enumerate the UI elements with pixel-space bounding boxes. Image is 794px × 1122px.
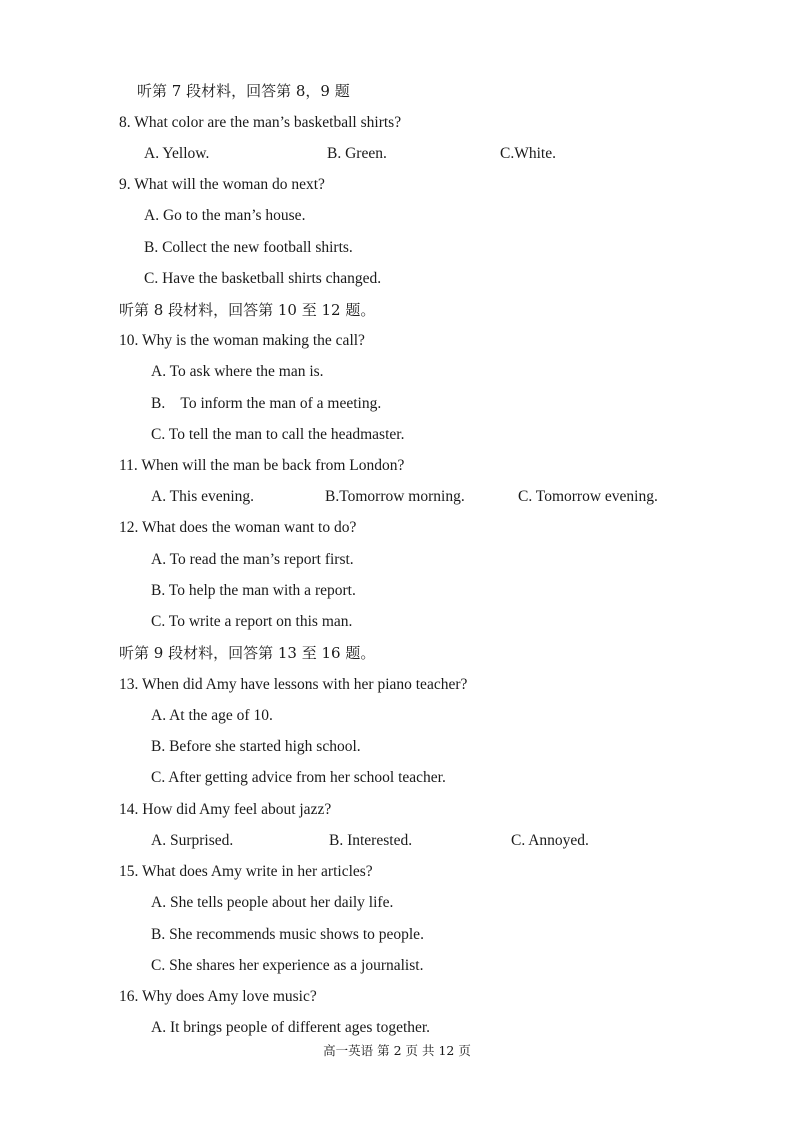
question-9-option-c: C. Have the basketball shirts changed. bbox=[144, 270, 382, 287]
question-14-option-a: A. Surprised. bbox=[151, 832, 234, 849]
question-16-stem: 16. Why does Amy love music? bbox=[119, 988, 317, 1005]
question-12-option-c: C. To write a report on this man. bbox=[151, 613, 353, 630]
question-10-option-b: B. To inform the man of a meeting. bbox=[151, 395, 382, 412]
question-13-stem: 13. When did Amy have lessons with her piano teacher? bbox=[119, 676, 468, 693]
question-15-option-b: B. She recommends music shows to people. bbox=[151, 926, 424, 943]
question-9-option-b: B. Collect the new football shirts. bbox=[144, 239, 353, 256]
section-heading-7: 听第 7 段材料，回答第 8，9 题 bbox=[137, 82, 350, 100]
question-10-stem: 10. Why is the woman making the call? bbox=[119, 332, 365, 349]
question-15-option-a: A. She tells people about her daily life. bbox=[151, 894, 394, 911]
question-13-option-c: C. After getting advice from her school teacher. bbox=[151, 769, 446, 786]
page-footer: 高一英语 第 2 页 共 12 页 bbox=[323, 1043, 471, 1058]
question-16-option-a: A. It brings people of different ages together. bbox=[151, 1019, 431, 1036]
question-11-option-b: B.Tomorrow morning. bbox=[325, 488, 465, 505]
section-heading-9: 听第 9 段材料，回答第 13 至 16 题。 bbox=[119, 644, 376, 662]
question-11-option-a: A. This evening. bbox=[151, 488, 255, 505]
question-11-option-c: C. Tomorrow evening. bbox=[518, 488, 658, 505]
question-8-option-c: C.White. bbox=[500, 145, 556, 162]
question-8-stem: 8. What color are the man’s basketball shirts? bbox=[119, 114, 402, 131]
question-14-option-b: B. Interested. bbox=[329, 832, 413, 849]
section-heading-8: 听第 8 段材料，回答第 10 至 12 题。 bbox=[119, 301, 376, 319]
question-12-option-a: A. To read the man’s report first. bbox=[151, 551, 354, 568]
question-14-option-c: C. Annoyed. bbox=[511, 832, 589, 849]
question-15-option-c: C. She shares her experience as a journalist. bbox=[151, 957, 424, 974]
question-8-option-a: A. Yellow. bbox=[144, 145, 210, 162]
question-10-option-c: C. To tell the man to call the headmaster. bbox=[151, 426, 405, 443]
question-13-option-b: B. Before she started high school. bbox=[151, 738, 361, 755]
question-8-option-b: B. Green. bbox=[327, 145, 387, 162]
question-13-option-a: A. At the age of 10. bbox=[151, 707, 273, 724]
question-14-stem: 14. How did Amy feel about jazz? bbox=[119, 801, 332, 818]
question-9-stem: 9. What will the woman do next? bbox=[119, 176, 325, 193]
question-11-stem: 11. When will the man be back from London? bbox=[119, 457, 405, 474]
question-10-option-a: A. To ask where the man is. bbox=[151, 363, 324, 380]
question-15-stem: 15. What does Amy write in her articles? bbox=[119, 863, 373, 880]
question-12-stem: 12. What does the woman want to do? bbox=[119, 519, 357, 536]
question-12-option-b: B. To help the man with a report. bbox=[151, 582, 356, 599]
question-9-option-a: A. Go to the man’s house. bbox=[144, 207, 306, 224]
